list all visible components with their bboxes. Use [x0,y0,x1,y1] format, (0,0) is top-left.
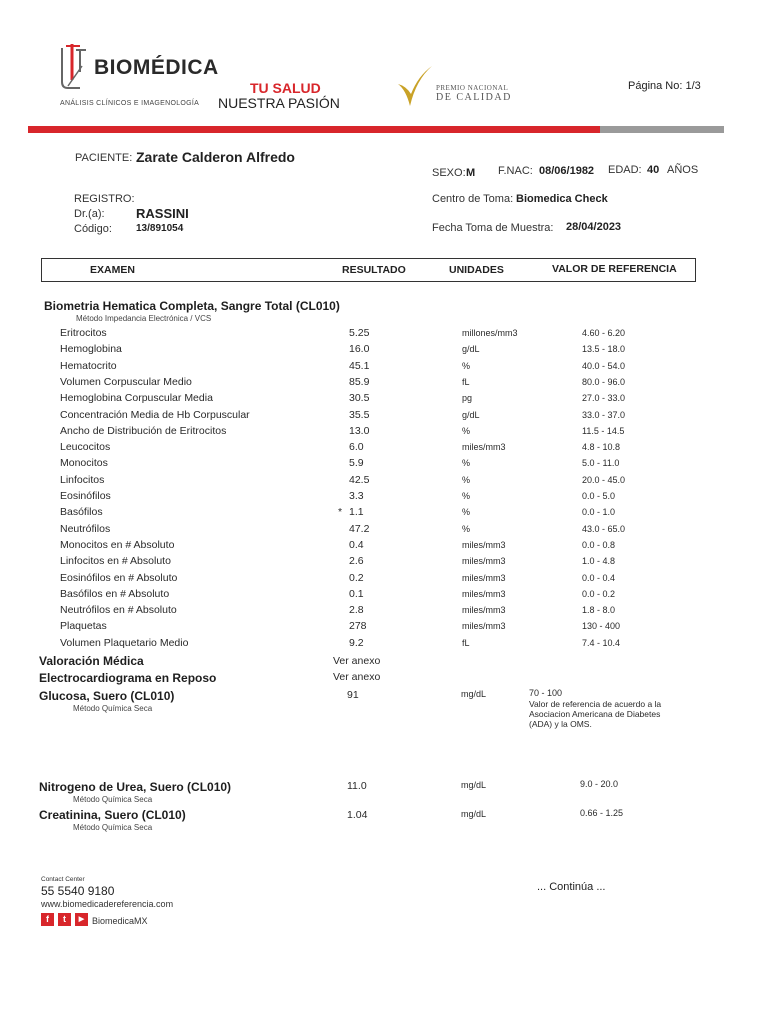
result-row-reference: 80.0 - 96.0 [582,377,626,387]
result-row-value: 47.2 [349,523,370,535]
youtube-icon[interactable]: ▶ [75,913,88,926]
doctor-label: Dr.(a): [74,208,105,220]
nitrogeno-reference: 9.0 - 20.0 [580,779,619,789]
result-row-value: 85.9 [349,376,370,388]
result-row-value: 2.8 [349,604,364,616]
result-row-value: 5.9 [349,457,364,469]
award-check-icon [396,62,432,112]
result-row-unit: miles/mm3 [462,589,506,599]
section-title-creatinina: Creatinina, Suero (CL010) [39,808,186,822]
sample-date-label: Fecha Toma de Muestra: [432,222,554,234]
age-label: EDAD: [608,164,642,176]
result-row-name: Volumen Corpuscular Medio [60,376,192,388]
result-row-name: Eosinófilos en # Absoluto [60,572,178,584]
result-row-name: Eosinófilos [60,490,111,502]
result-row-value: 2.6 [349,555,364,567]
page-number: Página No: 1/3 [628,80,701,92]
result-row-unit: % [462,475,471,485]
age-value: 40 [647,164,660,176]
result-row-unit: miles/mm3 [462,442,506,452]
result-row-reference: 0.0 - 0.2 [582,589,616,599]
result-row-name: Monocitos [60,457,108,469]
result-row-reference: 0.0 - 1.0 [582,507,616,517]
contact-phone[interactable]: 55 5540 9180 [41,884,115,898]
nitrogeno-result: 11.0 [347,780,367,792]
website-link[interactable]: www.biomedicadereferencia.com [41,899,174,909]
result-row-value: 6.0 [349,441,364,453]
result-row-unit: % [462,426,471,436]
column-exam: EXAMEN [90,264,135,276]
creatinina-reference: 0.66 - 1.25 [580,808,624,818]
result-row-value: 0.1 [349,588,364,600]
column-units: UNIDADES [449,264,504,276]
result-row-unit: miles/mm3 [462,573,506,583]
result-row-name: Neutrófilos [60,523,111,535]
registro-label: REGISTRO: [74,193,135,205]
twitter-icon[interactable]: t [58,913,71,926]
result-row-unit: g/dL [462,410,480,420]
result-row-name: Basófilos [60,506,103,518]
result-row-name: Plaquetas [60,620,107,632]
result-row-name: Hematocrito [60,360,117,372]
section-title-biometria: Biometria Hematica Completa, Sangre Total (CL010) [44,299,340,313]
facebook-icon[interactable]: f [41,913,54,926]
method-glucosa: Método Química Seca [73,704,153,713]
result-row-unit: g/dL [462,344,480,354]
result-row-value: 9.2 [349,637,364,649]
result-row-reference: 0.0 - 0.4 [582,573,616,583]
result-row-value: 3.3 [349,490,364,502]
result-row-value: 278 [349,620,367,632]
result-row-name: Eritrocitos [60,327,107,339]
result-row-unit: millones/mm3 [462,328,518,338]
age-unit: AÑOS [667,164,699,176]
result-row-reference: 4.60 - 6.20 [582,328,626,338]
patient-name: Zarate Calderon Alfredo [136,149,295,165]
glucosa-unit: mg/dL [461,689,487,699]
result-row-reference: 1.8 - 8.0 [582,605,616,615]
result-row-reference: 43.0 - 65.0 [582,524,626,534]
result-row-value: 13.0 [349,425,370,437]
result-row-reference: 1.0 - 4.8 [582,556,616,566]
result-row-value: 42.5 [349,474,370,486]
result-row-unit: miles/mm3 [462,621,506,631]
center-value: Biomedica Check [516,193,608,205]
method-biometria: Método Impedancia Electrónica / VCS [76,314,212,323]
slogan-line1: TU SALUD [250,80,321,96]
code-value: 13/891054 [136,223,184,234]
award-line1: PREMIO NACIONAL [436,84,509,92]
header-grey-bar [600,126,724,133]
dob-label: F.NAC: [498,165,533,177]
result-row-reference: 0.0 - 0.8 [582,540,616,550]
result-row-value: 0.4 [349,539,364,551]
result-row-unit: % [462,507,471,517]
result-row-reference: 5.0 - 11.0 [582,458,620,468]
result-row-value: 45.1 [349,360,370,372]
result-row-value: 0.2 [349,572,364,584]
result-row-flag: * [338,506,343,518]
header-red-bar [28,126,600,133]
doctor-name: RASSINI [136,206,189,221]
result-row-unit: miles/mm3 [462,556,506,566]
result-row-reference: 130 - 400 [582,621,621,631]
result-row-unit: % [462,491,471,501]
column-result: RESULTADO [342,264,406,276]
section-title-valoracion: Valoración Médica [39,654,144,668]
result-row-reference: 11.5 - 14.5 [582,426,625,436]
column-reference: VALOR DE REFERENCIA [552,263,677,275]
result-row-unit: miles/mm3 [462,540,506,550]
contact-center-label: Contact Center [41,876,85,883]
logo-subtitle: ANÁLISIS CLÍNICOS E IMAGENOLOGÍA [60,100,200,107]
glucosa-reference: 70 - 100 [529,688,563,698]
slogan-line2: NUESTRA PASIÓN [218,95,340,111]
result-row-value: 16.0 [349,343,370,355]
award-line2: DE CALIDAD [436,92,512,103]
result-row-unit: fL [462,377,470,387]
nitrogeno-unit: mg/dL [461,780,487,790]
glucosa-reference-note: Valor de referencia de acuerdo a la Asociacion Americana de Diabetes (ADA) y la OMS. [529,699,662,729]
result-row-name: Volumen Plaquetario Medio [60,637,189,649]
result-row-reference: 13.5 - 18.0 [582,344,626,354]
result-row-value: 35.5 [349,409,370,421]
creatinina-unit: mg/dL [461,809,487,819]
result-row-reference: 27.0 - 33.0 [582,393,626,403]
glucosa-result: 91 [347,689,359,701]
section-title-glucosa: Glucosa, Suero (CL010) [39,689,175,703]
result-row-name: Ancho de Distribución de Eritrocitos [60,425,227,437]
result-row-reference: 7.4 - 10.4 [582,638,621,648]
section-title-nitrogeno: Nitrogeno de Urea, Suero (CL010) [39,780,232,794]
result-row-unit: % [462,524,471,534]
result-row-reference: 20.0 - 45.0 [582,475,626,485]
dob-value: 08/06/1982 [539,165,595,177]
continues-label: ... Continúa ... [537,881,606,893]
result-row-name: Linfocitos en # Absoluto [60,555,171,567]
social-handle: BiomedicaMX [92,916,148,926]
section-title-ecg: Electrocardiograma en Reposo [39,671,217,685]
result-row-name: Concentración Media de Hb Corpuscular [60,409,250,421]
patient-label: PACIENTE: [75,152,133,164]
result-row-reference: 33.0 - 37.0 [582,410,626,420]
ecg-result: Ver anexo [333,671,381,683]
result-row-name: Monocitos en # Absoluto [60,539,175,551]
code-label: Código: [74,223,112,235]
result-row-unit: fL [462,638,470,648]
result-row-name: Hemoglobina Corpuscular Media [60,392,213,404]
result-row-value: 5.25 [349,327,370,339]
valoracion-result: Ver anexo [333,655,381,667]
result-row-reference: 4.8 - 10.8 [582,442,621,452]
result-row-unit: % [462,361,471,371]
result-row-value: 30.5 [349,392,370,404]
result-row-name: Linfocitos [60,474,105,486]
creatinina-result: 1.04 [347,809,368,821]
method-nitrogeno: Método Química Seca [73,795,153,804]
sex-label: SEXO: [432,167,466,179]
method-creatinina: Método Química Seca [73,823,153,832]
result-row-unit: pg [462,393,473,403]
result-row-name: Leucocitos [60,441,111,453]
result-row-name: Neutrófilos en # Absoluto [60,604,177,616]
result-row-name: Hemoglobina [60,343,122,355]
result-row-unit: % [462,458,471,468]
result-row-reference: 40.0 - 54.0 [582,361,626,371]
sex-value: M [466,167,476,179]
logo-name: BIOMÉDICA [94,56,219,79]
result-row-reference: 0.0 - 5.0 [582,491,616,501]
biomedica-logo-icon [58,42,94,92]
center-label: Centro de Toma: [432,193,514,205]
sample-date-value: 28/04/2023 [566,221,622,233]
result-row-name: Basófilos en # Absoluto [60,588,170,600]
result-row-value: 1.1 [349,506,364,518]
result-row-unit: miles/mm3 [462,605,506,615]
